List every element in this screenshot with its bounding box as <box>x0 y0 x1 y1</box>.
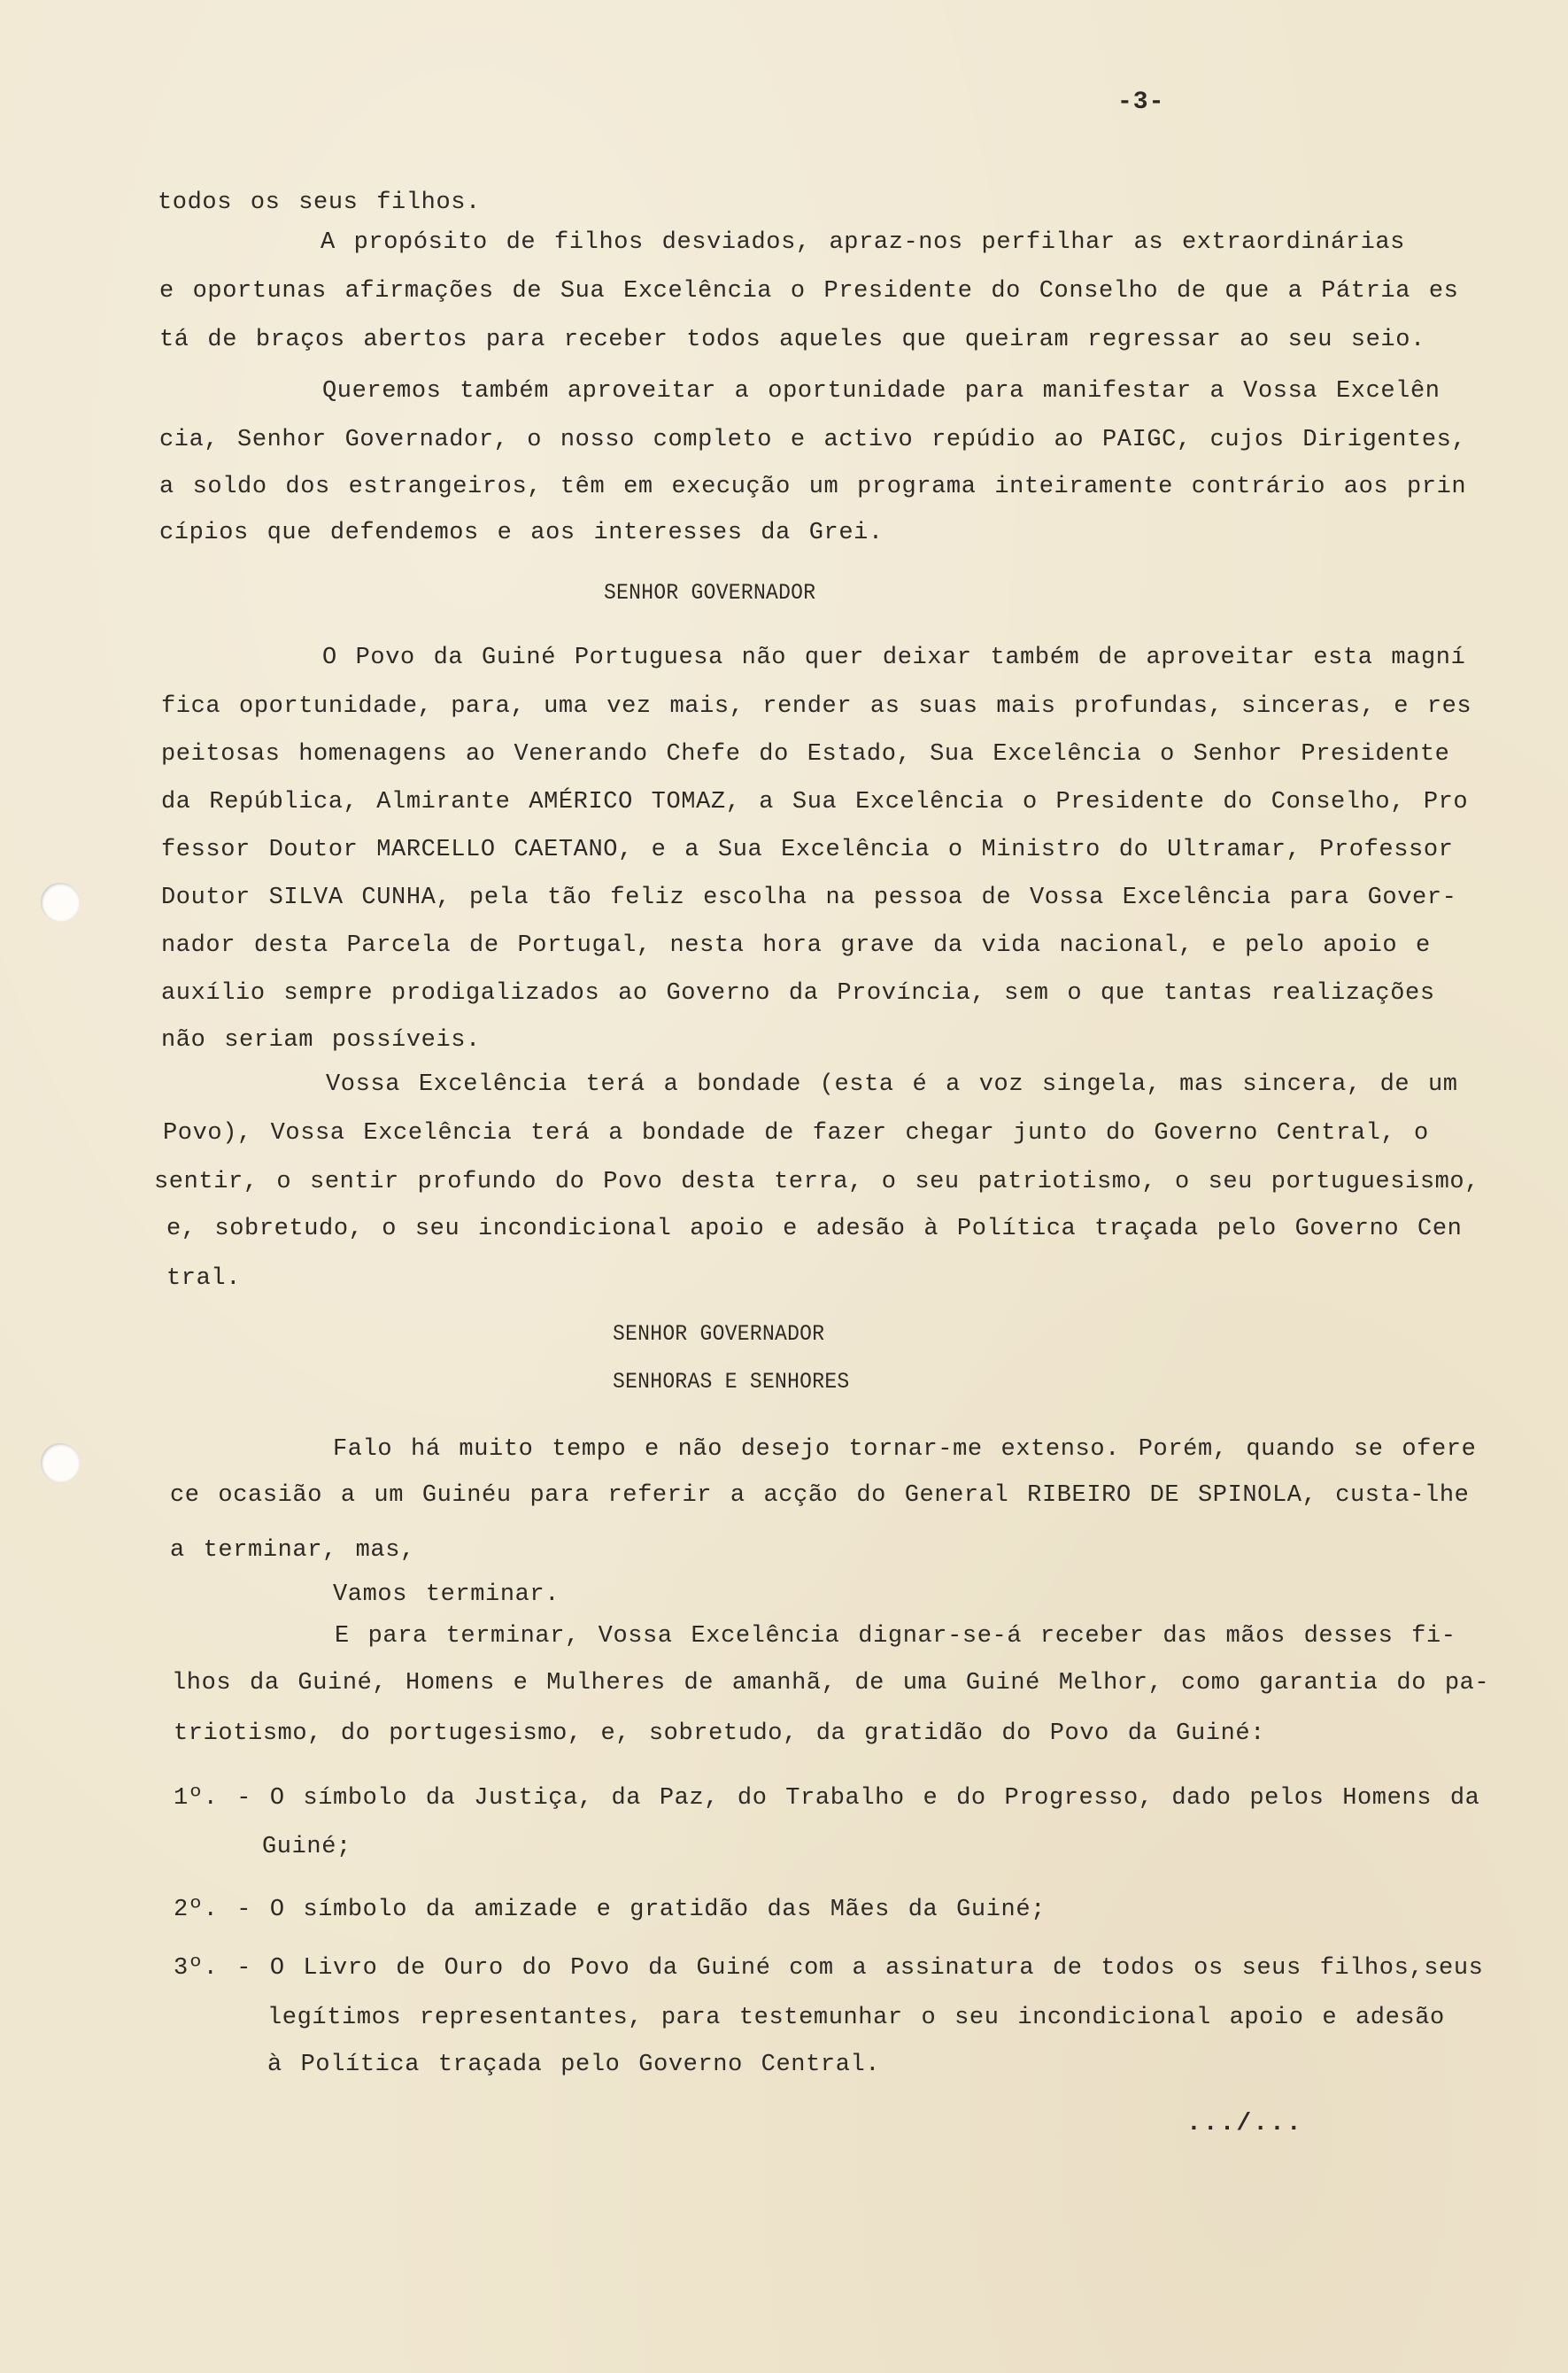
text-line: Falo há muito tempo e não desejo tornar-me extenso. Porém, quando se ofere <box>333 1436 1477 1463</box>
text-line: da República, Almirante AMÉRICO TOMAZ, a Sua Excelência o Presidente do Conselho, Pro <box>161 789 1469 815</box>
text-line: nador desta Parcela de Portugal, nesta hora grave da vida nacional, e pelo apoio e <box>161 932 1431 959</box>
list-item-continuation: Guiné; <box>262 1834 351 1860</box>
list-item: 1º. - O símbolo da Justiça, da Paz, do Trabalho e do Progresso, dado pelos Homens da <box>174 1785 1480 1812</box>
continuation-mark: .../... <box>1186 2110 1303 2137</box>
page-number: -3- <box>1117 89 1165 116</box>
text-line: tral. <box>166 1265 242 1292</box>
text-line: Vossa Excelência terá a bondade (esta é a voz singela, mas sincera, de um <box>326 1071 1458 1098</box>
section-heading: SENHORAS E SENHORES <box>613 1369 850 1395</box>
text-line: fica oportunidade, para, uma vez mais, render as suas mais profundas, sinceras, e res <box>161 693 1472 720</box>
list-item: 2º. - O símbolo da amizade e gratidão das Mães da Guiné; <box>174 1897 1046 1923</box>
text-line: cia, Senhor Governador, o nosso completo e activo repúdio ao PAIGC, cujos Dirigentes, <box>159 427 1467 453</box>
text-line: a terminar, mas, <box>170 1537 415 1564</box>
text-line: fessor Doutor MARCELLO CAETANO, e a Sua Excelência o Ministro do Ultramar, Professor <box>161 837 1454 863</box>
text-line: Povo), Vossa Excelência terá a bondade de fazer chegar junto do Governo Central, o <box>163 1120 1429 1147</box>
text-line: sentir, o sentir profundo do Povo desta terra, o seu patriotismo, o seu portuguesismo, <box>154 1169 1480 1195</box>
text-line: auxílio sempre prodigalizados ao Governo da Província, sem o que tantas realizações <box>161 980 1435 1007</box>
list-item-continuation: legítimos representantes, para testemunhar o seu incondicional apoio e adesão <box>267 2005 1445 2031</box>
section-heading: SENHOR GOVERNADOR <box>613 1321 825 1347</box>
text-line: e, sobretudo, o seu incondicional apoio e adesão à Política traçada pelo Governo Cen <box>166 1216 1463 1242</box>
text-line: E para terminar, Vossa Excelência dignar-se-á receber das mãos desses fi- <box>335 1623 1456 1650</box>
text-line: ce ocasião a um Guinéu para referir a acção do General RIBEIRO DE SPINOLA, custa-lhe <box>170 1482 1470 1509</box>
punch-hole-top <box>41 883 80 922</box>
text-line: lhos da Guiné, Homens e Mulheres de amanhã, de uma Guiné Melhor, como garantia do pa- <box>172 1670 1490 1697</box>
text-line: triotismo, do portugesismo, e, sobretudo, da gratidão do Povo da Guiné: <box>174 1720 1265 1747</box>
text-line: todos os seus filhos. <box>158 189 481 216</box>
text-line: e oportunas afirmações de Sua Excelência o Presidente do Conselho de que a Pátria es <box>159 278 1459 305</box>
text-line: não seriam possíveis. <box>161 1027 481 1054</box>
text-line: tá de braços abertos para receber todos aqueles que queiram regressar ao seu seio. <box>159 327 1425 353</box>
text-line: cípios que defendemos e aos interesses da Grei. <box>159 520 884 546</box>
punch-hole-bottom <box>41 1443 80 1482</box>
text-line: a soldo dos estrangeiros, têm em execução um programa inteiramente contrário aos prin <box>159 474 1467 500</box>
text-line: A propósito de filhos desviados, apraz-nos perfilhar as extraordinárias <box>321 229 1405 256</box>
section-heading: SENHOR GOVERNADOR <box>604 580 816 606</box>
text-line: peitosas homenagens ao Venerando Chefe do Estado, Sua Excelência o Senhor Presidente <box>161 741 1450 768</box>
list-item-continuation: à Política traçada pelo Governo Central. <box>267 2052 881 2078</box>
text-line: Queremos também aproveitar a oportunidade para manifestar a Vossa Excelên <box>322 378 1441 405</box>
text-line: Vamos terminar. <box>333 1581 560 1608</box>
text-line: Doutor SILVA CUNHA, pela tão feliz escolha na pessoa de Vossa Excelência para Gover- <box>161 885 1457 911</box>
text-line: O Povo da Guiné Portuguesa não quer deixar também de aproveitar esta magní <box>322 645 1466 671</box>
list-item: 3º. - O Livro de Ouro do Povo da Guiné com a assinatura de todos os seus filhos,seus <box>174 1955 1484 1982</box>
